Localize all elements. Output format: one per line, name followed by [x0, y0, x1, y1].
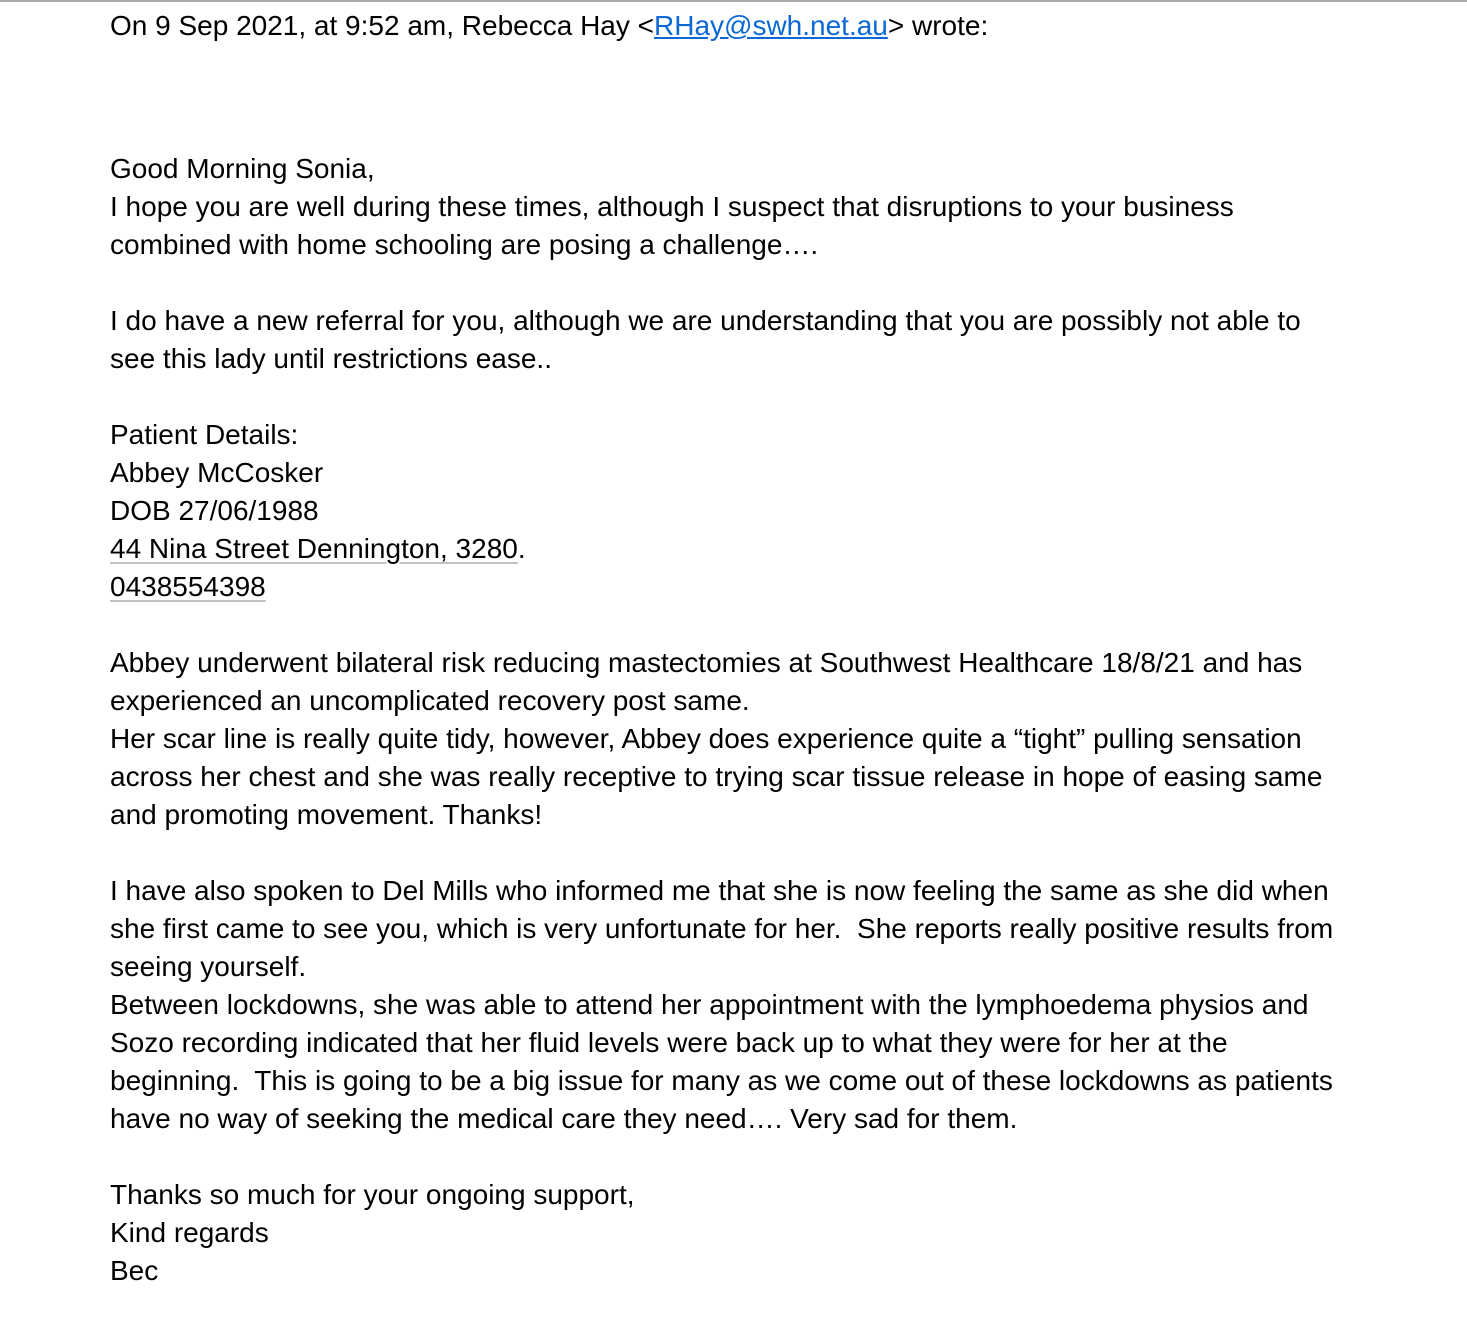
text-line: I hope you are well during these times, although I suspect that disruptions to your business — [110, 191, 1234, 222]
text-line: Kind regards — [110, 1217, 269, 1248]
email-message-body — [0, 2, 1467, 1290]
referral-paragraph — [110, 302, 1427, 378]
text-line: and promoting movement. Thanks! — [110, 799, 543, 830]
patient-details-block — [110, 416, 1427, 606]
text-line: I do have a new referral for you, although we are understanding that you are possibly not able to — [110, 305, 1301, 336]
text-line: beginning. This is going to be a big issue for many as we come out of these lockdowns as patients — [110, 1065, 1333, 1096]
patient-phone-line — [110, 568, 1427, 606]
text-line: Thanks so much for your ongoing support, — [110, 1179, 635, 1210]
text-line: Abbey underwent bilateral risk reducing mastectomies at Southwest Healthcare 18/8/21 and has — [110, 647, 1303, 678]
text-line: I have also spoken to Del Mills who informed me that she is now feeling the same as she did when — [110, 875, 1329, 906]
address-suffix: . — [517, 533, 526, 564]
surgery-paragraph — [110, 644, 1427, 834]
del-mills-paragraph — [110, 872, 1427, 1138]
text-line: Between lockdowns, she was able to attend her appointment with the lymphoedema physios and — [110, 989, 1309, 1020]
sender-signature: Bec — [110, 1255, 159, 1286]
text-line: Sozo recording indicated that her fluid levels were back up to what they were for her at the — [110, 1027, 1228, 1058]
text-line: have no way of seeking the medical care they need…. Very sad for them. — [110, 1103, 1018, 1134]
text-line: seeing yourself. — [110, 951, 307, 982]
text-line: combined with home schooling are posing a challenge…. — [110, 229, 819, 260]
patient-dob: DOB 27/06/1988 — [110, 495, 319, 526]
patient-address-line — [110, 530, 1427, 568]
text-line: across her chest and she was really receptive to trying scar tissue release in hope of easing same — [110, 761, 1323, 792]
text-line: Good Morning Sonia, — [110, 153, 375, 184]
phone-link[interactable]: 0438554398 — [110, 571, 266, 602]
text-line: see this lady until restrictions ease.. — [110, 343, 552, 374]
text-line: experienced an uncomplicated recovery post same. — [110, 685, 750, 716]
sender-email-link[interactable]: RHay@swh.net.au — [654, 10, 888, 41]
quote-attribution-suffix: > wrote: — [887, 10, 989, 41]
text-line: Her scar line is really quite tidy, however, Abbey does experience quite a “tight” pulling sensation — [110, 723, 1302, 754]
patient-details-label: Patient Details: — [110, 419, 299, 450]
signoff-block — [110, 1176, 1427, 1290]
address-link[interactable]: 44 Nina Street Dennington, 3280 — [110, 533, 518, 564]
greeting-paragraph — [110, 150, 1427, 264]
text-line: she first came to see you, which is very unfortunate for her. She reports really positive results from — [110, 913, 1334, 944]
quote-attribution-line — [110, 7, 1427, 45]
quote-attribution-prefix: On 9 Sep 2021, at 9:52 am, Rebecca Hay < — [110, 10, 655, 41]
patient-name: Abbey McCosker — [110, 457, 324, 488]
